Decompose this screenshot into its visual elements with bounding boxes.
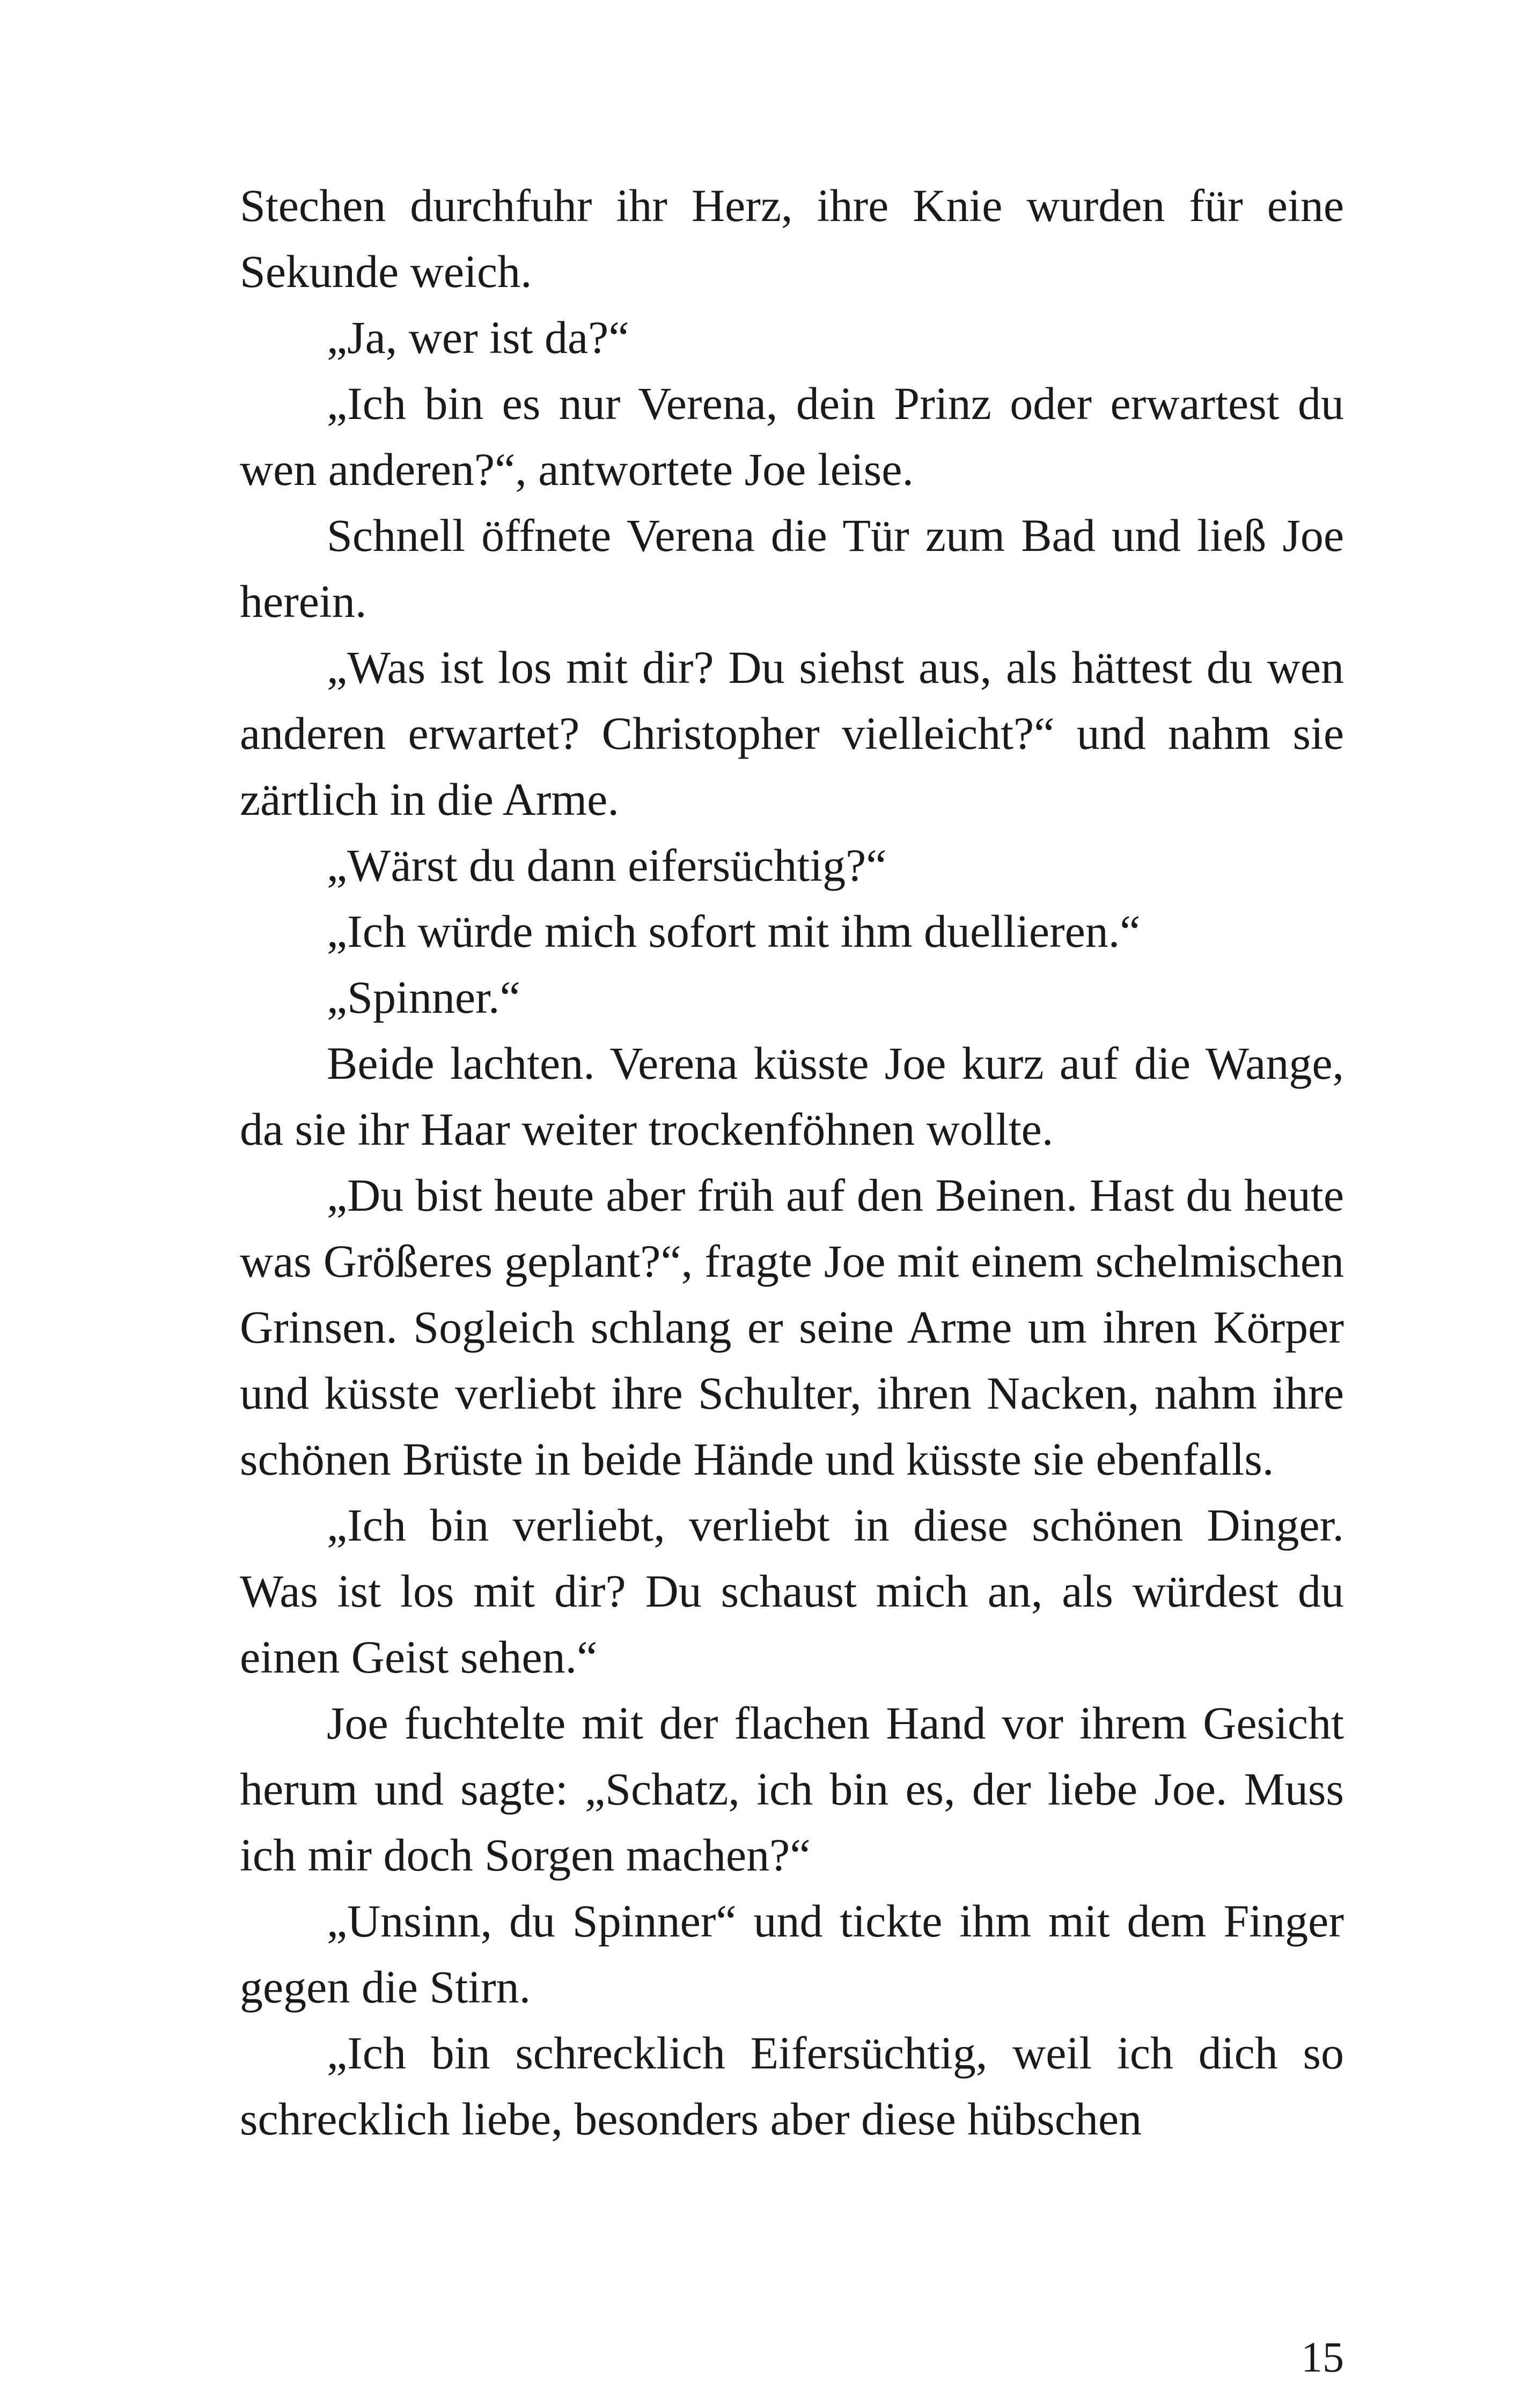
paragraph: Schnell öffnete Verena die Tür zum Bad und ließ Joe herein. xyxy=(240,510,1344,627)
paragraph: „Spinner.“ xyxy=(327,971,520,1023)
paragraph: „Unsinn, du Spinner“ und tickte ihm mit dem Finger gegen die Stirn. xyxy=(240,1895,1344,2013)
paragraph: Joe fuchtelte mit der flachen Hand vor ihrem Gesicht herum und sagte: „Schatz, ich bin es, der liebe Joe. Muss ich mir doch Sorgen machen?“ xyxy=(240,1697,1344,1881)
page-number: 15 xyxy=(1301,2334,1344,2381)
paragraph: „Ich würde mich sofort mit ihm duellieren.“ xyxy=(327,905,1141,957)
paragraph: „Ich bin schrecklich Eifersüchtig, weil ich dich so schrecklich liebe, besonders aber diese hübschen xyxy=(240,2027,1344,2145)
paragraph: „Ich bin verliebt, verliebt in diese schönen Dinger. Was ist los mit dir? Du schaust mich an, als würdest du einen Geist sehen.“ xyxy=(240,1499,1344,1683)
paragraph: Stechen durchfuhr ihr Herz, ihre Knie wurden für eine Sekunde weich. xyxy=(240,180,1344,297)
body-text xyxy=(240,173,1344,2152)
paragraph: „Ich bin es nur Verena, dein Prinz oder erwartest du wen anderen?“, antwortete Joe leise. xyxy=(240,378,1344,495)
paragraph: „Du bist heute aber früh auf den Beinen. Hast du heute was Größeres geplant?“, fragte Joe mit einem schelmischen Grinsen. Sogleich schlang er seine Arme um ihren Körper und küsste verliebt ihre Schulter, ihren Nacken, nahm ihre schönen Brüste in beide Hände und küsste sie ebenfalls. xyxy=(240,1169,1344,1485)
paragraph: „Was ist los mit dir? Du siehst aus, als hättest du wen anderen erwartet? Christopher vielleicht?“ und nahm sie zärtlich in die Arme. xyxy=(240,642,1344,825)
paragraph: Beide lachten. Verena küsste Joe kurz auf die Wange, da sie ihr Haar weiter trockenföhnen wollte. xyxy=(240,1037,1344,1155)
paragraph: „Wärst du dann eifersüchtig?“ xyxy=(327,840,887,891)
paragraph: „Ja, wer ist da?“ xyxy=(327,312,629,363)
